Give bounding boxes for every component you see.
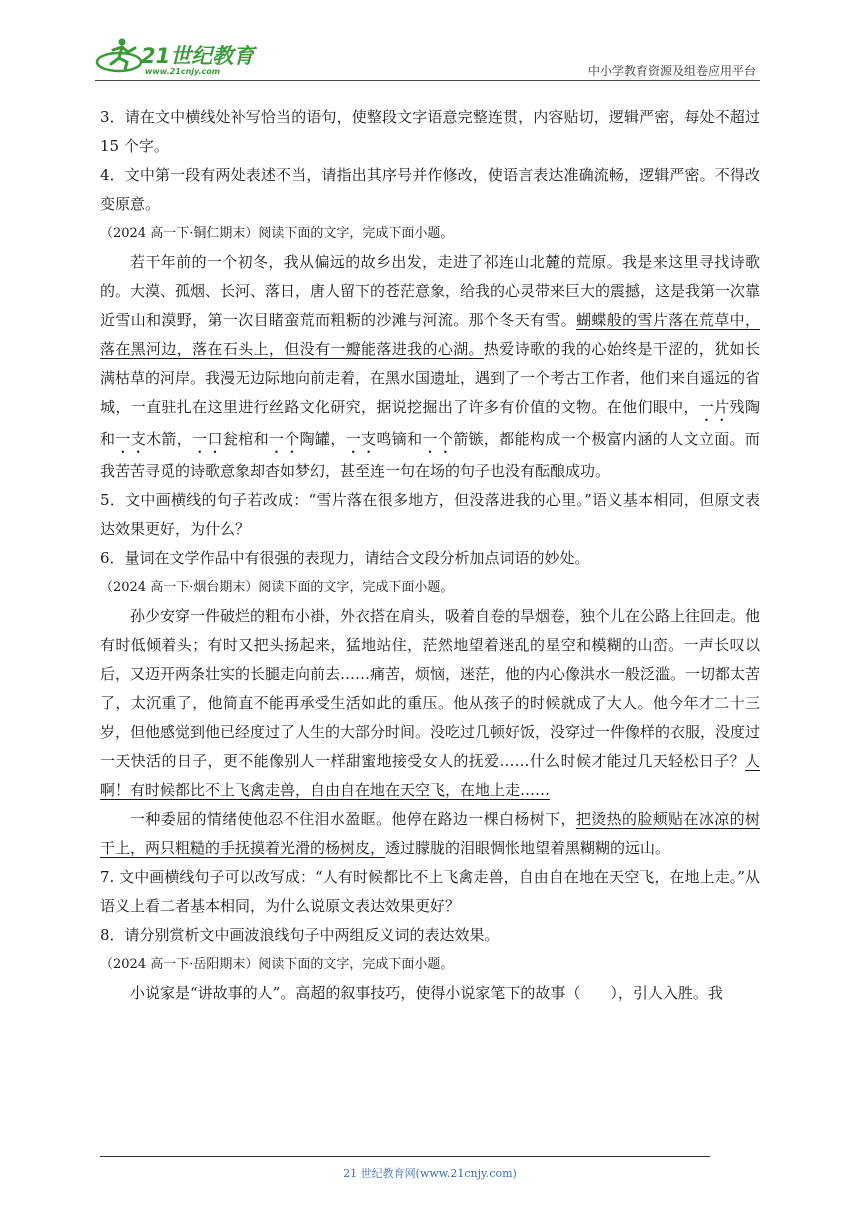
passage-4: 小说家是“讲故事的人”。高超的叙事技巧，使得小说家笔下的故事（ ），引人入胜。我 <box>130 984 723 1002</box>
passage-3-underlined: 把烫热的脸颊贴在冰凉的树干上，两只粗糙的手抚摸着光滑的杨树皮， <box>100 810 760 857</box>
logo-url: www.21cnjy.com <box>145 67 221 76</box>
dotted-word: 一支 <box>345 430 377 448</box>
passage-1-underlined: 蝴蝶般的雪片落在荒草中，落在黑河边，落在石头上，但没有一瓣能落进我的心湖。 <box>100 311 760 358</box>
source-line-2: （2024 高一下·烟台期末）阅读下面的文字，完成下面小题。 <box>100 580 454 595</box>
footer-link[interactable]: 21 世纪教育网(www.21cnjy.com) <box>343 1167 517 1180</box>
runner-logo-icon <box>95 36 265 78</box>
passage-1 <box>100 248 760 486</box>
dotted-word: 一口 <box>192 430 223 448</box>
passage-1-text-b: 热爱诗歌的我的心始终是干涩的，犹如长满枯草的河岸。我漫无边际地向前走着，在黑水国遗址，遇到了一个考古工作者，他们来自遥远的省城，一直驻扎在这里进行丝路文化研究，据说挖掘出了许多有价值的文物。在他们眼中， <box>100 340 761 416</box>
passage-3 <box>100 805 760 863</box>
question-7: 7. 文中画横线句子可以改写成：“人有时候都比不上飞禽走兽，自由自在地在天空飞，在地上走。”从语义上看二者基本相同，为什么说原文表达效果更好？ <box>100 868 760 915</box>
passage-3-text-a: 一种委屈的情绪使他忍不住泪水盈眶。他停在路边一棵白杨树下， <box>130 810 576 828</box>
footer-divider <box>100 1156 710 1157</box>
page-header <box>95 36 760 81</box>
passage-2-text: 孙少安穿一件破烂的粗布小褂，外衣搭在肩头，吸着自卷的旱烟卷，独个儿在公路上往回走。他有时低倾着头；有时又把头扬起来，猛地站住，茫然地望着迷乱的星空和模糊的山峦。一声长叹以后，又迈开两条壮实的长腿走向前去……痛苦，烦恼，迷茫，他的内心像洪水一般泛滥。一切都太苦了，太沉重了，他简直不能再承受生活如此的重压。他从孩子的时候就成了大人。他今年才二十三岁，但他感觉到他已经度过了人生的大部分时间。没吃过几顿好饭，没穿过一件像样的衣服，没度过一天快活的日子，更不能像别人一样甜蜜地接受女人的抚爱……什么时候才能过几天轻松日子？ <box>100 607 761 770</box>
dotted-word: 一个 <box>422 430 454 448</box>
passage-3-text-b: 透过朦胧的泪眼惆怅地望着黑糊糊的远山。 <box>385 839 671 857</box>
passage-1-text: 残陶和 <box>100 398 760 448</box>
question-4: 4．文中第一段有两处表述不当，请指出其序号并作修改，使语言表达准确流畅，逻辑严密。不得改变原意。 <box>100 166 760 213</box>
source-line-3: （2024 高一下·岳阳期末）阅读下面的文字，完成下面小题。 <box>100 957 454 972</box>
logo-text: 21世纪教育 <box>141 44 255 68</box>
passage-2-underlined: 人啊！有时候都比不上飞禽走兽，自由自在地在天空飞，在地上走…… <box>100 752 760 799</box>
passage-1-text-a: 若干年前的一个初冬，我从偏远的故乡出发，走进了祁连山北麓的荒原。我是来这里寻找诗歌的。大漠、孤烟、长河、落日，唐人留下的苍茫意象，给我的心灵带来巨大的震撼，这是我第一次靠近雪山和漠野，第一次目睹蛮荒而粗粝的沙滩与河流。那个冬天有雪。 <box>100 253 761 329</box>
passage-1-text: 木箭， <box>146 430 193 448</box>
passage-1-text: 瓮棺和 <box>222 430 269 448</box>
site-logo[interactable] <box>95 36 265 78</box>
question-3: 3．请在文中横线处补写恰当的语句，使整段文字语意完整连贯，内容贴切，逻辑严密，每处不超过 15 个字。 <box>100 108 760 155</box>
dotted-word: 一片 <box>698 398 730 416</box>
source-line-1: （2024 高一下·铜仁期末）阅读下面的文字，完成下面小题。 <box>100 226 454 241</box>
passage-1-text: 箭镞，都能构成一个极富内涵的人文立面。而我苦苦寻觅的诗歌意象却杳如梦幻，甚至连一句在场的句子也没有酝酿成功。 <box>100 430 760 480</box>
dotted-word: 一个 <box>268 430 300 448</box>
passage-2 <box>100 602 760 805</box>
platform-title: 中小学教育资源及组卷应用平台 <box>587 64 756 78</box>
passage-1-text: 鸣镝和 <box>376 430 423 448</box>
dotted-word: 一支 <box>115 430 147 448</box>
question-6: 6．量词在文学作品中有很强的表现力，请结合文段分析加点词语的妙处。 <box>100 549 590 567</box>
question-5: 5．文中画横线的句子若改成：“雪片落在很多地方，但没落进我的心里。”语义基本相同，但原文表达效果更好，为什么？ <box>100 491 760 538</box>
question-8: 8．请分别赏析文中画波浪线句子中两组反义词的表达效果。 <box>100 926 500 944</box>
document-body <box>100 103 760 1008</box>
header-divider <box>95 80 760 81</box>
passage-1-text: 陶罐， <box>299 430 346 448</box>
